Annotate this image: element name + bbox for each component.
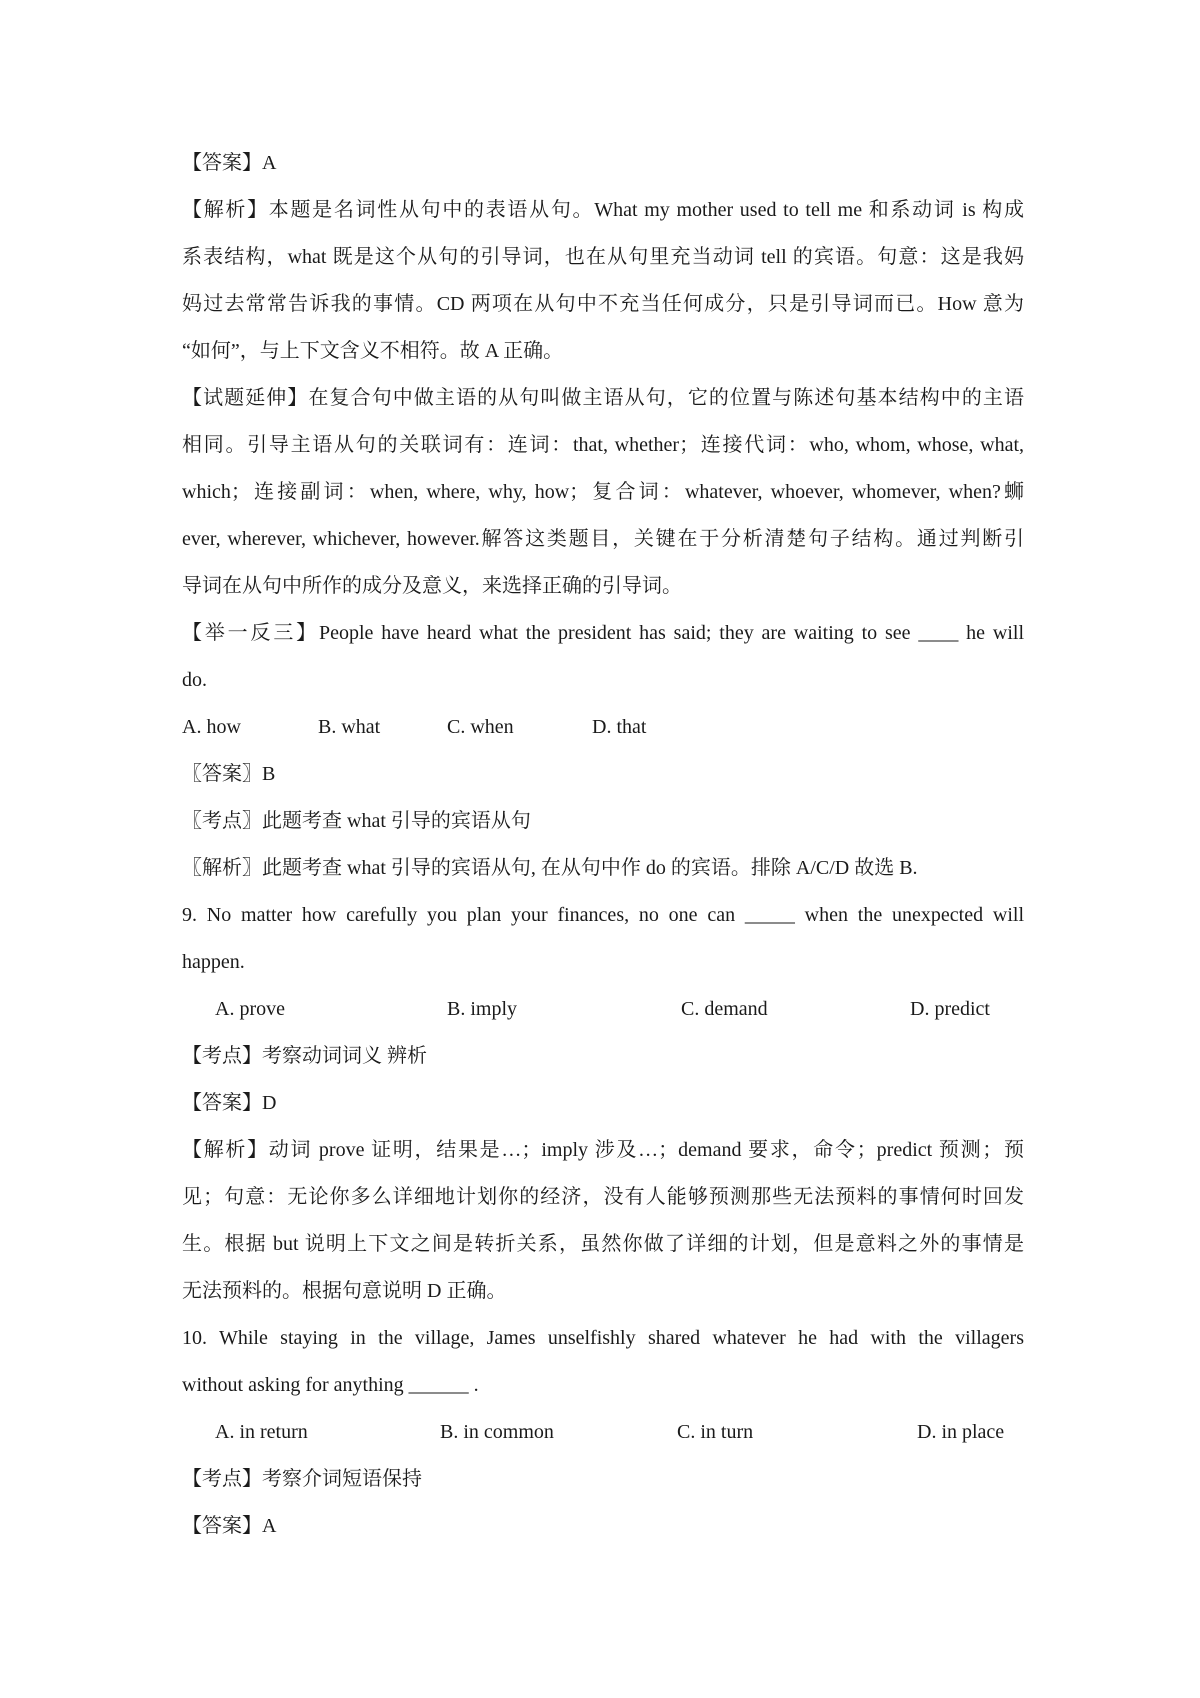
q10-option-b: B. in common <box>440 1421 554 1443</box>
q10-answer: 【答案】A <box>182 1515 277 1537</box>
q10-option-c: C. in turn <box>677 1421 754 1443</box>
q8-analysis-line: 系表结构，what 既是这个从句的引导词，也在从句里充当动词 tell 的宾语。句意：这是我妈 <box>182 246 1024 268</box>
q10-point: 【考点】考察介词短语保持 <box>182 1468 422 1490</box>
q8-extension-line: ever, wherever, whichever, however.解答这类题目，关键在于分析清楚句子结构。通过判断引 <box>182 528 1024 550</box>
q10-option-a: A. in return <box>215 1421 308 1443</box>
q9-option-c: C. demand <box>681 998 768 1020</box>
practice-options <box>182 712 1024 742</box>
q9-option-a: A. prove <box>215 998 285 1020</box>
practice-option-b: B. what <box>318 716 381 738</box>
practice-point: 〖考点〗此题考查 what 引导的宾语从句 <box>182 810 531 832</box>
q9-analysis-line: 生。根据 but 说明上下文之间是转折关系，虽然你做了详细的计划，但是意料之外的事情是 <box>182 1233 1024 1255</box>
practice-question-line: do. <box>182 669 207 691</box>
q9-point: 【考点】考察动词词义 辨析 <box>182 1045 427 1067</box>
practice-option-a: A. how <box>182 716 241 738</box>
practice-option-c: C. when <box>447 716 514 738</box>
q8-analysis-line: 【解析】本题是名词性从句中的表语从句。What my mother used to tell me 和系动词 is 构成 <box>182 199 1024 221</box>
q10-question-line: without asking for anything ______ . <box>182 1374 479 1396</box>
q8-analysis-line: 妈过去常常告诉我的事情。CD 两项在从句中不充当任何成分，只是引导词而已。How 意为 <box>182 293 1024 315</box>
q10-question-line: 10. While staying in the village, James unselfishly shared whatever he had with the villagers <box>182 1327 1024 1349</box>
practice-question-line: 【举一反三】People have heard what the president has said; they are waiting to see ____ he will <box>182 622 1024 644</box>
q9-analysis-line: 无法预料的。根据句意说明 D 正确。 <box>182 1280 507 1302</box>
q9-analysis-line: 【解析】动词 prove 证明，结果是…；imply 涉及…；demand 要求，命令；predict 预测；预 <box>182 1139 1024 1161</box>
q8-extension-line: which；连接副词：when, where, why, how；复合词：whatever, whoever, whomever, when?蛳 <box>182 481 1024 503</box>
q9-option-b: B. imply <box>447 998 518 1020</box>
q9-answer: 【答案】D <box>182 1092 277 1114</box>
q10-option-d: D. in place <box>917 1421 1005 1443</box>
q9-question-line: 9. No matter how carefully you plan your finances, no one can _____ when the unexpected will <box>182 904 1024 926</box>
practice-answer: 〖答案〗B <box>182 763 276 785</box>
q8-extension-line: 【试题延伸】在复合句中做主语的从句叫做主语从句，它的位置与陈述句基本结构中的主语 <box>182 387 1024 409</box>
q8-extension-line: 导词在从句中所作的成分及意义，来选择正确的引导词。 <box>182 575 682 597</box>
practice-option-d: D. that <box>592 716 647 738</box>
q8-extension-line: 相同。引导主语从句的关联词有：连词：that, whether；连接代词：who, whom, whose, what, <box>182 434 1024 456</box>
q9-option-d: D. predict <box>910 998 990 1020</box>
q9-question-line: happen. <box>182 951 245 973</box>
q8-answer: 【答案】A <box>182 152 277 174</box>
q9-options <box>182 994 1024 1024</box>
q10-options <box>182 1417 1024 1447</box>
q9-analysis-line: 见；句意：无论你多么详细地计划你的经济，没有人能够预测那些无法预料的事情何时回发 <box>182 1186 1024 1208</box>
q8-analysis-line: “如何”，与上下文含义不相符。故 A 正确。 <box>182 340 564 362</box>
practice-analysis: 〖解析〗此题考查 what 引导的宾语从句, 在从句中作 do 的宾语。排除 A/C/D 故选 B. <box>182 857 918 879</box>
